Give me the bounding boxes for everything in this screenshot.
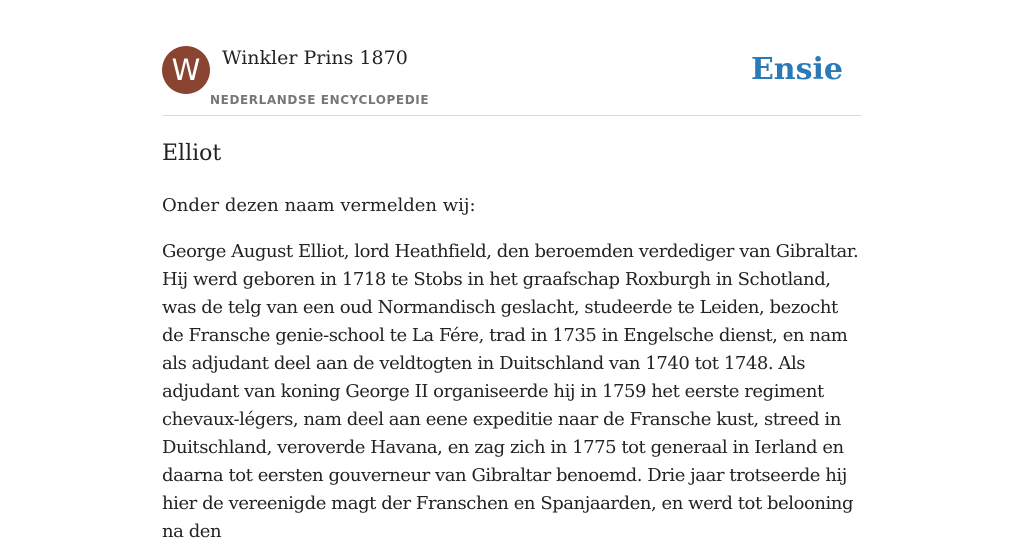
ensie-logo[interactable]: Ensie	[750, 52, 843, 87]
article-content	[162, 138, 862, 546]
source-avatar[interactable]: W	[162, 46, 210, 94]
entry-title: Elliot	[162, 141, 222, 166]
source-subtitle: NEDERLANDSE ENCYCLOPEDIE	[210, 93, 430, 107]
site-header	[162, 46, 862, 116]
entry-intro: Onder dezen naam vermelden wij:	[162, 195, 476, 216]
entry-body: George August Elliot, lord Heathfield, den beroemden verdediger van Gibraltar. Hij werd geboren in 1718 te Stobs in het graafschap Roxburgh in Schotland, was de telg van een oud Normandisch geslacht, studeerde te Leiden, bezocht de Fransche genie-school te La Fére, trad in 1735 in Engelsche dienst, en nam als adjudant deel aan de veldtogten in Duitschland van 1740 tot 1748. Als adjudant van koning George II organiseerde hij in 1759 het eerste regiment chevaux-légers, nam deel aan eene expeditie naar de Fransche kust, streed in Duitschland, veroverde Havana, en zag zich in 1775 tot generaal in Ierland en daarna tot eersten gouverneur van Gibraltar benoemd. Drie jaar trotseerde hij hier de vereenigde magt der Franschen en Spanjaarden, en werd tot belooning na den	[162, 241, 859, 542]
source-title-link[interactable]: Winkler Prins 1870	[222, 47, 408, 69]
